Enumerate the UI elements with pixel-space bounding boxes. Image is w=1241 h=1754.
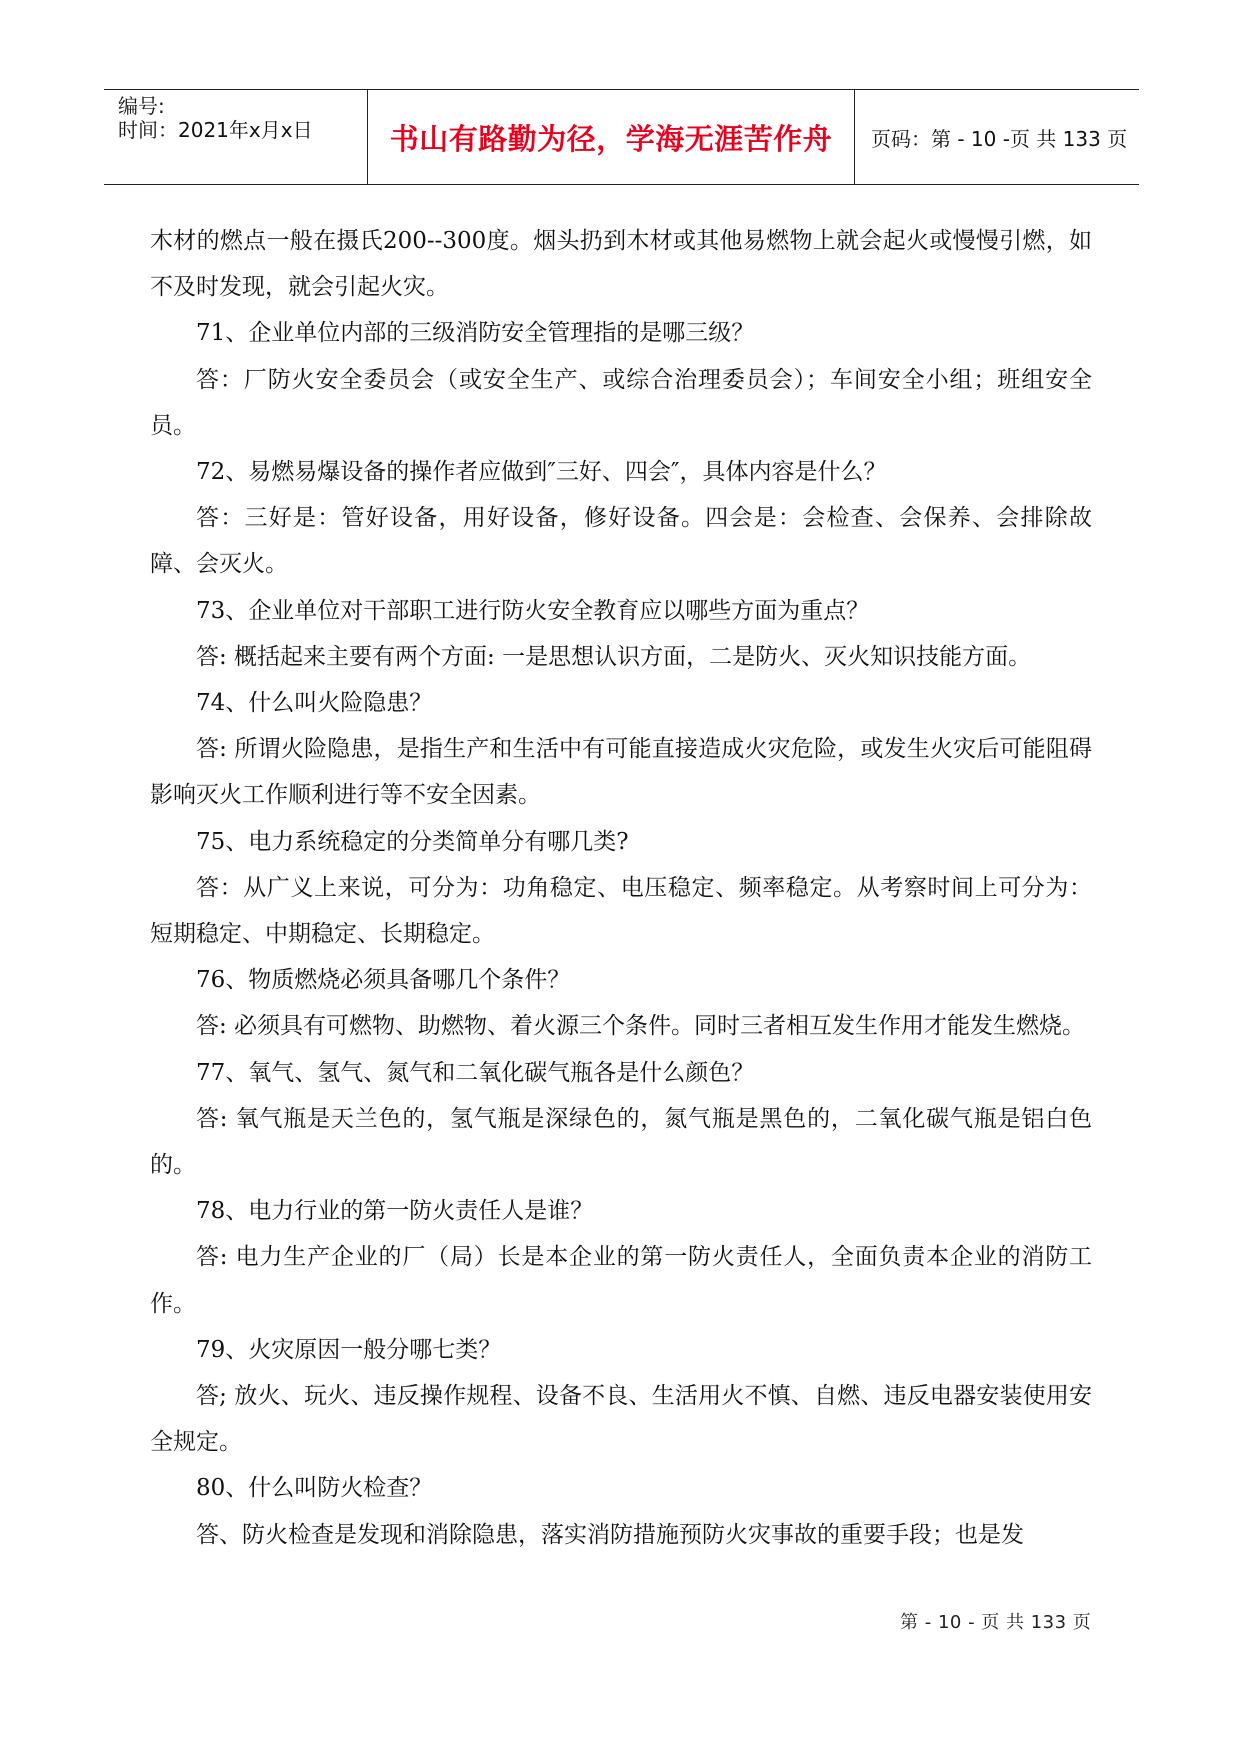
question-74: 74、什么叫火险隐患？: [196, 690, 433, 717]
header-motto-cell: [368, 90, 855, 184]
page-footer: [900, 1608, 1091, 1634]
footer-page-number: 第 - 10 - 页 共 133 页: [900, 1612, 1092, 1633]
answer-78: 答: 电力生产企业的厂（局）长是本企业的第一防火责任人，全面负责本企业的消防工作。: [150, 1244, 1092, 1317]
paragraph-continuation: 木材的燃点一般在摄氏200--300度。烟头扔到木材或其他易燃物上就会起火或慢慢引燃，如不及时发现，就会引起火灾。: [150, 228, 1092, 301]
answer-74: 答: 所谓火险隐患，是指生产和生活中有可能直接造成火灾危险，或发生火灾后可能阻碍影响灭火工作顺利进行等不安全因素。: [150, 736, 1092, 809]
answer-79: 答; 放火、玩火、违反操作规程、设备不良、生活用火不慎、自燃、违反电器安装使用安全规定。: [150, 1383, 1092, 1456]
question-78: 78、电力行业的第一防火责任人是谁？: [196, 1198, 594, 1225]
answer-80: 答、防火检查是发现和消除隐患，落实消防措施预防火灾事故的重要手段；也是发: [196, 1521, 1024, 1548]
question-71: 71、企业单位内部的三级消防安全管理指的是哪三级？: [196, 320, 755, 347]
answer-75: 答：从广义上来说，可分为：功角稳定、电压稳定、频率稳定。从考察时间上可分为：短期稳定、中期稳定、长期稳定。: [150, 874, 1092, 948]
question-80: 80、什么叫防火检查？: [196, 1475, 433, 1502]
question-79: 79、火灾原因一般分哪七类？: [196, 1336, 502, 1363]
header-page-number: 页码：第 - 10 -页 共 133 页: [871, 126, 1128, 151]
question-72: 72、易燃易爆设备的操作者应做到″三好、四会″，具体内容是什么？: [196, 459, 887, 486]
document-time-label: 时间：2021年x月x日: [118, 118, 313, 142]
header-motto: 书山有路勤为径，学海无涯苦作舟: [389, 121, 833, 156]
question-75: 75、电力系统稳定的分类简单分有哪几类?: [196, 828, 629, 855]
answer-71: 答：厂防火安全委员会（或安全生产、或综合治理委员会）；车间安全小组；班组安全员。: [150, 366, 1092, 439]
header-page-cell: [855, 90, 1139, 184]
document-body: [150, 218, 1092, 1558]
answer-72: 答：三好是：管好设备，用好设备，修好设备。四会是：会检查、会保养、会排除故障、会灭火。: [150, 505, 1092, 578]
page-header: [104, 89, 1139, 185]
header-meta: [104, 90, 368, 184]
answer-77: 答: 氧气瓶是天兰色的，氢气瓶是深绿色的，氮气瓶是黑色的，二氧化碳气瓶是铝白色的。: [150, 1105, 1092, 1179]
answer-73: 答: 概括起来主要有两个方面: 一是思想认识方面，二是防火、灭火知识技能方面。: [196, 643, 1032, 670]
document-number-label: 编号:: [118, 94, 165, 118]
question-76: 76、物质燃烧必须具备哪几个条件？: [196, 967, 571, 994]
answer-76: 答: 必须具有可燃物、助燃物、着火源三个条件。同时三者相互发生作用才能发生燃烧。: [196, 1013, 1086, 1040]
question-73: 73、企业单位对干部职工进行防火安全教育应以哪些方面为重点？: [196, 597, 870, 624]
question-77: 77、氧气、氢气、氮气和二氧化碳气瓶各是什么颜色？: [196, 1059, 755, 1086]
